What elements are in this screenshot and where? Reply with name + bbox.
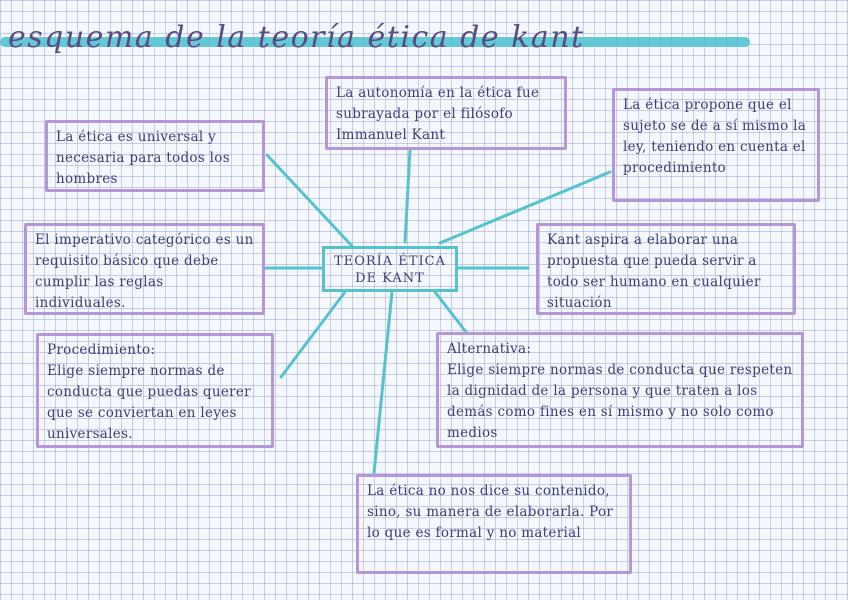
alternativa-text: Elige siempre normas de conducta que respeten la dignidad de la persona y que traten a los demás como fines en sí mismo y no solo como medios	[447, 362, 793, 441]
page-title: esquema de la teoría ética de kant	[8, 20, 585, 55]
box-formal: La ética no nos dice su contenido, sino, su manera de elaborarla. Por lo que es formal y no material	[356, 474, 632, 574]
box-alternativa	[436, 332, 804, 448]
alternativa-heading: Alternativa:	[447, 341, 532, 357]
connector-formal	[374, 292, 392, 473]
box-propone: La ética propone que el sujeto se de a sí mismo la ley, teniendo en cuenta el procedimiento	[612, 88, 820, 202]
central-topic-line1: TEORÍA ÉTICA	[334, 254, 446, 269]
procedimiento-heading: Procedimiento:	[47, 342, 156, 358]
box-aspira: Kant aspira a elaborar una propuesta que pueda servir a todo ser humano en cualquier situación	[536, 223, 796, 315]
connector-procedimiento	[281, 292, 345, 377]
box-autonomia: La autonomía en la ética fue subrayada por el filósofo Immanuel Kant	[325, 76, 567, 150]
connector-autonomia	[405, 150, 410, 242]
procedimiento-text: Elige siempre normas de conducta que puedas querer que se conviertan en leyes universales.	[47, 363, 251, 442]
connector-universal	[267, 155, 352, 246]
box-procedimiento	[36, 333, 274, 448]
central-topic-line2: DE KANT	[355, 271, 425, 286]
box-imperativo: El imperativo categórico es un requisito básico que debe cumplir las reglas individuales.	[24, 223, 265, 315]
box-universal: La ética es universal y necesaria para todos los hombres	[45, 120, 265, 192]
central-topic	[322, 246, 458, 292]
connector-alternativa	[435, 292, 466, 332]
